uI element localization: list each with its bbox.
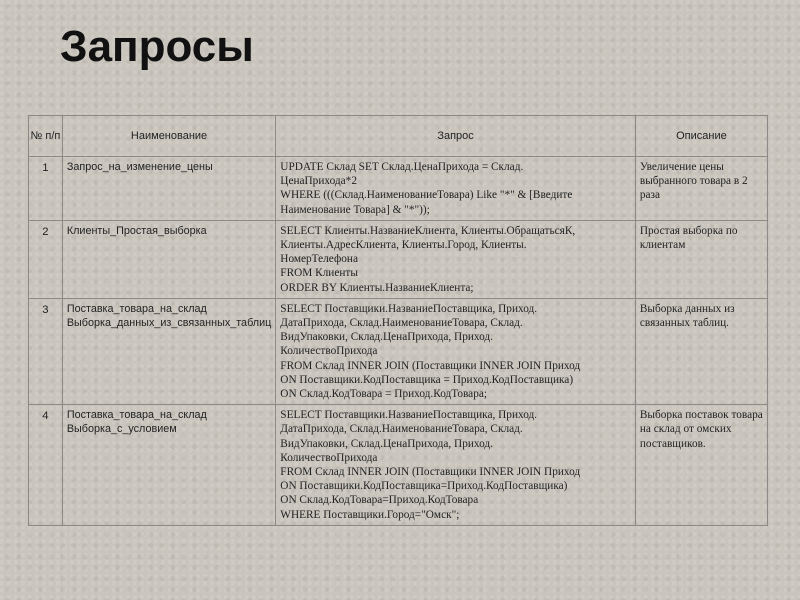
query-text-line: WHERE Поставщики.Город="Омск"; xyxy=(280,508,460,521)
query-description-line: Простая выборка по клиентам xyxy=(639,224,738,252)
query-text-line: ORDER BY Клиенты.НазваниеКлиента; xyxy=(280,281,474,294)
header-number: № п/п xyxy=(29,116,63,157)
table-row xyxy=(29,157,768,221)
query-text-line: ON Склад.КодТовара = Приход.КодТовара; xyxy=(280,388,487,401)
query-description-cell xyxy=(635,220,767,298)
table-row xyxy=(29,298,768,404)
query-text-line: ON Поставщики.КодПоставщика = Приход.КодПоставщика) xyxy=(280,373,574,386)
page-title: Запросы xyxy=(60,22,254,71)
query-text-cell xyxy=(276,157,636,221)
query-name-line: Выборка_данных_из_связанных_таблиц xyxy=(66,317,272,330)
query-text-line: SELECT Поставщики.НазваниеПоставщика, Приход. xyxy=(280,302,538,315)
table-header-row xyxy=(29,116,768,157)
queries-table xyxy=(28,115,768,526)
query-description-line: Выборка данных из связанных таблиц. xyxy=(639,302,735,330)
query-text-line: FROM Склад INNER JOIN (Поставщики INNER JOIN Приход xyxy=(280,359,581,372)
query-text-line: Наименование Товара] & "*")); xyxy=(280,203,430,216)
query-text-line: КоличествоПрихода xyxy=(280,451,378,464)
query-description-cell xyxy=(635,157,767,221)
query-name-line: Поставка_товара_на_склад xyxy=(66,302,207,315)
query-text-line: ЦенаПрихода*2 xyxy=(280,175,357,188)
query-text-line: КоличествоПрихода xyxy=(280,345,378,358)
query-description-cell xyxy=(635,405,767,526)
header-name: Наименование xyxy=(62,116,275,157)
query-name-line: Поставка_товара_на_склад xyxy=(66,409,207,422)
query-name-cell xyxy=(62,405,275,526)
query-name-line: Запрос_на_изменение_цены xyxy=(66,161,213,173)
query-text-line: НомерТелефона xyxy=(280,253,358,266)
row-number: 2 xyxy=(29,220,63,298)
query-name-cell xyxy=(62,298,275,404)
query-text-line: ДатаПрихода, Склад.НаименованиеТовара, Склад. xyxy=(280,423,523,436)
query-name-cell xyxy=(62,157,275,221)
query-text-line: ON Поставщики.КодПоставщика=Приход.КодПоставщика) xyxy=(280,480,568,493)
row-number: 1 xyxy=(29,157,63,221)
query-name-line: Выборка_с_условием xyxy=(66,423,177,436)
query-text-line: WHERE (((Склад.НаименованиеТовара) Like "*" & [Введите xyxy=(280,189,573,202)
query-description-cell xyxy=(635,298,767,404)
query-text-line: SELECT Поставщики.НазваниеПоставщика, Приход. xyxy=(280,409,538,422)
query-text-line: Клиенты.АдресКлиента, Клиенты.Город, Клиенты. xyxy=(280,239,527,252)
row-number: 3 xyxy=(29,298,63,404)
query-text-cell xyxy=(276,298,636,404)
header-description: Описание xyxy=(635,116,767,157)
query-text-line: ВидУпаковки, Склад.ЦенаПрихода, Приход. xyxy=(280,437,494,450)
query-text-cell xyxy=(276,405,636,526)
table-row xyxy=(29,405,768,526)
query-text-line: ВидУпаковки, Склад.ЦенаПрихода, Приход. xyxy=(280,331,494,344)
query-text-line: SELECT Клиенты.НазваниеКлиента, Клиенты.ОбращатьсяК, xyxy=(280,224,576,237)
query-name-cell xyxy=(62,220,275,298)
query-text-line: FROM Склад INNER JOIN (Поставщики INNER JOIN Приход xyxy=(280,466,581,479)
query-description-line: Выборка поставок товара на склад от омских поставщиков. xyxy=(639,409,763,450)
query-text-line: ON Склад.КодТовара=Приход.КодТовара xyxy=(280,494,479,507)
query-description-line: Увеличение цены выбранного товара в 2 раза xyxy=(639,161,748,202)
query-text-line: ДатаПрихода, Склад.НаименованиеТовара, Склад. xyxy=(280,317,523,330)
row-number: 4 xyxy=(29,405,63,526)
query-name-line: Клиенты_Простая_выборка xyxy=(66,224,207,237)
header-query: Запрос xyxy=(276,116,636,157)
query-text-cell xyxy=(276,220,636,298)
query-text-line: FROM Клиенты xyxy=(280,267,358,280)
query-text-line: UPDATE Склад SET Склад.ЦенаПрихода = Склад. xyxy=(280,161,524,173)
table-row xyxy=(29,220,768,298)
